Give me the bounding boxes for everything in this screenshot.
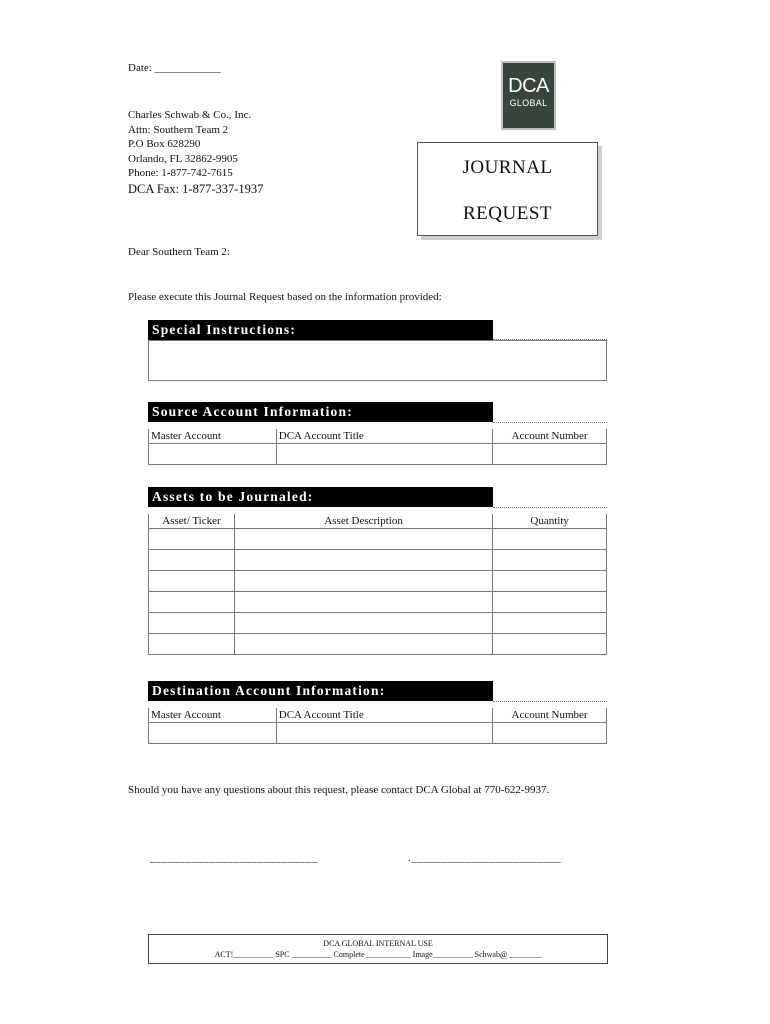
address-line-2: Attn: Southern Team 2 — [128, 124, 229, 136]
contact-text: Should you have any questions about this request, please contact DCA Global at 770-622-9937. — [128, 784, 550, 796]
asset-description-field[interactable] — [234, 634, 492, 655]
internal-use-fields: ACT!__________ SPC __________ Complete ___________ Image__________ Schwab@ ________ — [214, 950, 542, 959]
asset-ticker-field[interactable] — [149, 550, 235, 571]
asset-row — [149, 529, 607, 550]
asset-row — [149, 550, 607, 571]
asset-description-field[interactable] — [234, 592, 492, 613]
signature-line-left[interactable]: ____________________________ — [150, 852, 318, 864]
asset-quantity-field[interactable] — [493, 613, 607, 634]
asset-description-field[interactable] — [234, 571, 492, 592]
date-line: Date: ____________ — [128, 62, 221, 74]
source-account-title-field[interactable] — [276, 444, 492, 465]
asset-quantity-field[interactable] — [493, 529, 607, 550]
asset-row — [149, 592, 607, 613]
asset-description-field[interactable] — [234, 529, 492, 550]
assets-col-ticker: Asset/ Ticker — [149, 514, 235, 529]
destination-master-account-field[interactable] — [149, 723, 277, 744]
special-instructions-field[interactable] — [148, 340, 607, 381]
asset-row — [149, 571, 607, 592]
asset-description-field[interactable] — [234, 613, 492, 634]
internal-use-box — [148, 934, 608, 964]
fax-line: DCA Fax: 1-877-337-1937 — [128, 182, 264, 196]
assets-heading: Assets to be Journaled: — [148, 487, 493, 507]
asset-quantity-field[interactable] — [493, 592, 607, 613]
destination-account-title-field[interactable] — [276, 723, 492, 744]
logo-text-global: GLOBAL — [509, 98, 548, 108]
assets-col-description: Asset Description — [234, 514, 492, 529]
internal-use-title: DCA GLOBAL INTERNAL USE — [323, 939, 433, 948]
source-master-account-field[interactable] — [149, 444, 277, 465]
dca-global-logo — [501, 61, 556, 130]
asset-quantity-field[interactable] — [493, 550, 607, 571]
assets-table — [148, 514, 607, 655]
asset-ticker-field[interactable] — [149, 634, 235, 655]
source-account-table — [148, 429, 607, 465]
source-col-master-account: Master Account — [149, 429, 277, 444]
address-line-1: Charles Schwab & Co., Inc. — [128, 109, 252, 121]
source-col-account-title: DCA Account Title — [276, 429, 492, 444]
asset-row — [149, 634, 607, 655]
asset-quantity-field[interactable] — [493, 634, 607, 655]
assets-col-quantity: Quantity — [493, 514, 607, 529]
asset-ticker-field[interactable] — [149, 613, 235, 634]
source-col-account-number: Account Number — [493, 429, 607, 444]
asset-quantity-field[interactable] — [493, 571, 607, 592]
salutation: Dear Southern Team 2: — [128, 246, 230, 258]
heading-rule — [493, 701, 607, 702]
address-line-3: P.O Box 628290 — [128, 138, 201, 150]
heading-rule — [493, 507, 607, 508]
destination-col-master-account: Master Account — [149, 708, 277, 723]
logo-text-dca: DCA — [508, 75, 549, 97]
source-account-number-field[interactable] — [493, 444, 607, 465]
destination-account-table — [148, 708, 607, 744]
signature-line-right[interactable]: ._________________________ — [408, 852, 562, 864]
asset-description-field[interactable] — [234, 550, 492, 571]
asset-ticker-field[interactable] — [149, 571, 235, 592]
phone-line: Phone: 1-877-742-7615 — [128, 167, 233, 179]
intro-text: Please execute this Journal Request based on the information provided: — [128, 291, 442, 303]
asset-ticker-field[interactable] — [149, 529, 235, 550]
title-line-1: JOURNAL — [462, 157, 553, 178]
destination-account-heading: Destination Account Information: — [148, 681, 493, 701]
destination-col-account-number: Account Number — [493, 708, 607, 723]
asset-ticker-field[interactable] — [149, 592, 235, 613]
source-account-heading: Source Account Information: — [148, 402, 493, 422]
destination-account-number-field[interactable] — [493, 723, 607, 744]
asset-row — [149, 613, 607, 634]
destination-col-account-title: DCA Account Title — [276, 708, 492, 723]
heading-rule — [493, 422, 607, 423]
special-instructions-heading: Special Instructions: — [148, 320, 493, 340]
title-box — [417, 142, 598, 236]
title-line-2: REQUEST — [463, 203, 552, 224]
address-line-4: Orlando, FL 32862-9905 — [128, 153, 238, 165]
